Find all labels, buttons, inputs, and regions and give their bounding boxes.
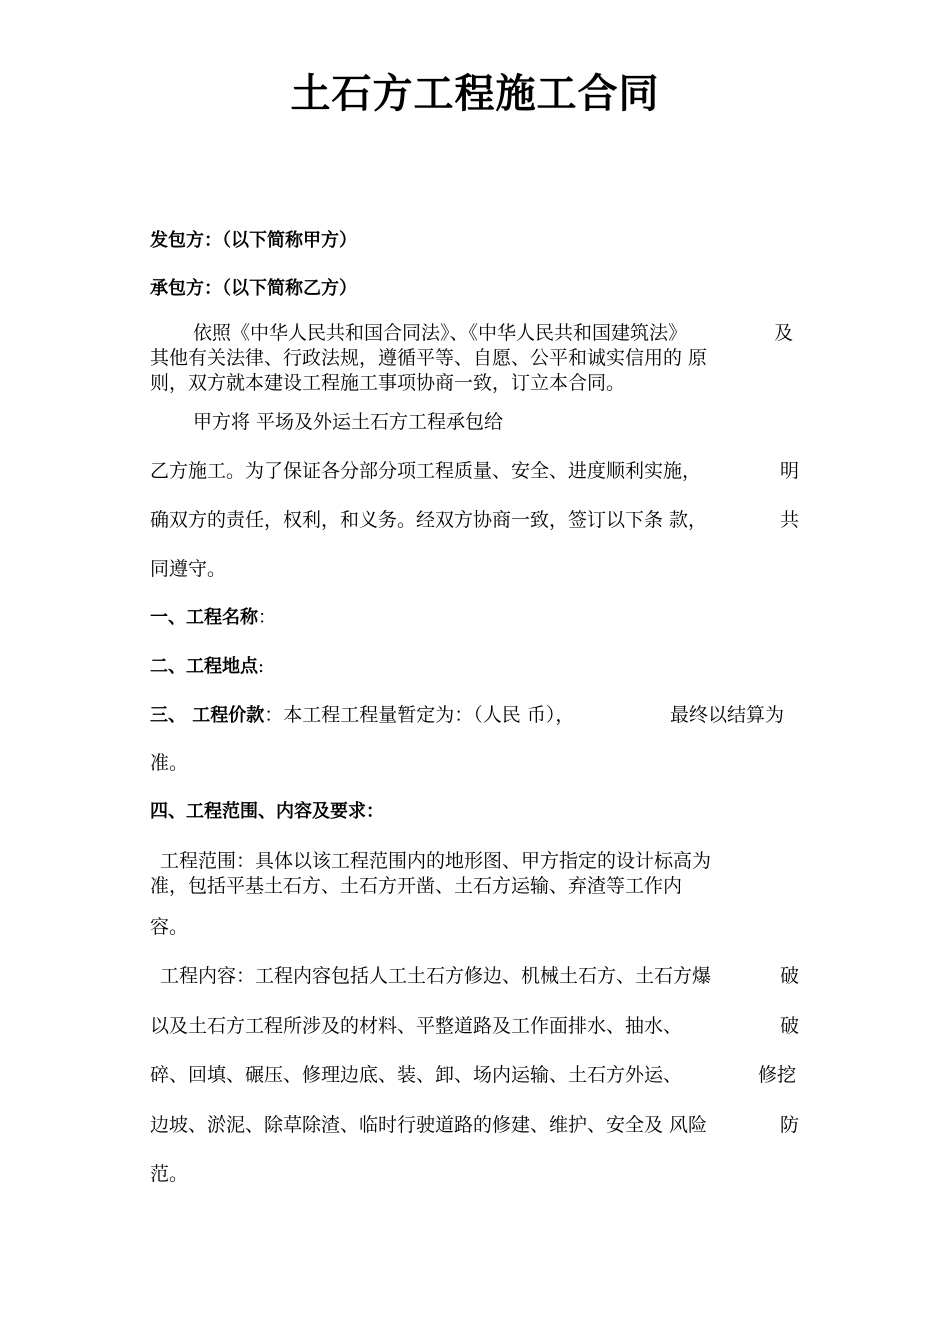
document-title: 土石方工程施工合同 (290, 71, 660, 117)
content-line-3-tail: 修挖 (758, 1064, 797, 1086)
section-2-label: 二、工程地点 (150, 656, 258, 677)
section-2-colon: : (258, 656, 265, 677)
preamble-line-3: 则，双方就本建设工程施工事项协商一致，订立本合同。 (150, 372, 626, 394)
content-line-1-tail: 破 (780, 965, 800, 987)
section-1-heading (150, 603, 276, 629)
intro-line-2-tail: 明 (780, 460, 800, 482)
section-4-heading: 四、工程范围、内容及要求： (150, 801, 384, 822)
content-line-4: 边坡、淤泥、除草除渣、临时行驶道路的修建、维护、安全及 风险 (150, 1114, 708, 1136)
preamble-line-1-tail: 及 (774, 322, 794, 344)
preamble-line-1: 依照《中华人民共和国合同法》、《中华人民共和国建筑法》 (193, 322, 688, 344)
section-1-colon: ： (258, 607, 276, 628)
section-3-text: ：本工程工程量暂定为：（人民 币）， (264, 704, 575, 726)
scope-line-2: 准，包括平基土石方、土石方开凿、土石方运输、弃渣等工作内 (150, 875, 683, 897)
section-3-heading (150, 700, 574, 727)
preamble-line-2: 其他有关法律、行政法规，遵循平等、自愿、公平和诚实信用的 原 (150, 347, 708, 369)
section-3-continuation: 准。 (150, 752, 189, 774)
content-line-2: 以及土石方工程所涉及的材料、平整道路及工作面排水、抽水、 (150, 1015, 683, 1037)
intro-line-2: 乙方施工。为了保证各分部分项工程质量、安全、进度顺利实施， (150, 460, 702, 482)
party-b-line: 承包方：（以下简称乙方） (150, 278, 357, 299)
section-1-label: 一、工程名称 (150, 607, 258, 628)
intro-line-1: 甲方将 平场及外运土石方工程承包给 (193, 411, 504, 433)
section-3-label: 三、 工程价款 (150, 705, 265, 726)
scope-line-1: 工程范围：具体以该工程范围内的地形图、甲方指定的设计标高为 (160, 850, 712, 872)
section-2-heading (150, 652, 264, 678)
content-line-2-tail: 破 (780, 1015, 800, 1037)
section-3-text-tail: 最终以结算为 (670, 704, 785, 726)
content-line-1: 工程内容：工程内容包括人工土石方修边、机械土石方、土石方爆 (160, 965, 712, 987)
intro-line-3-tail: 共 (780, 509, 800, 531)
party-a-line: 发包方：（以下简称甲方） (150, 230, 357, 251)
intro-line-3: 确双方的责任，权利，和义务。经双方协商一致，签订以下条 款， (150, 509, 708, 531)
content-line-4-tail: 防 (780, 1114, 800, 1136)
scope-line-3: 容。 (150, 916, 189, 938)
content-line-5: 范。 (150, 1163, 189, 1185)
content-line-3: 碎、回填、碾压、修理边底、装、卸、场内运输、土石方外运、 (150, 1064, 683, 1086)
intro-line-4: 同遵守。 (150, 558, 227, 580)
